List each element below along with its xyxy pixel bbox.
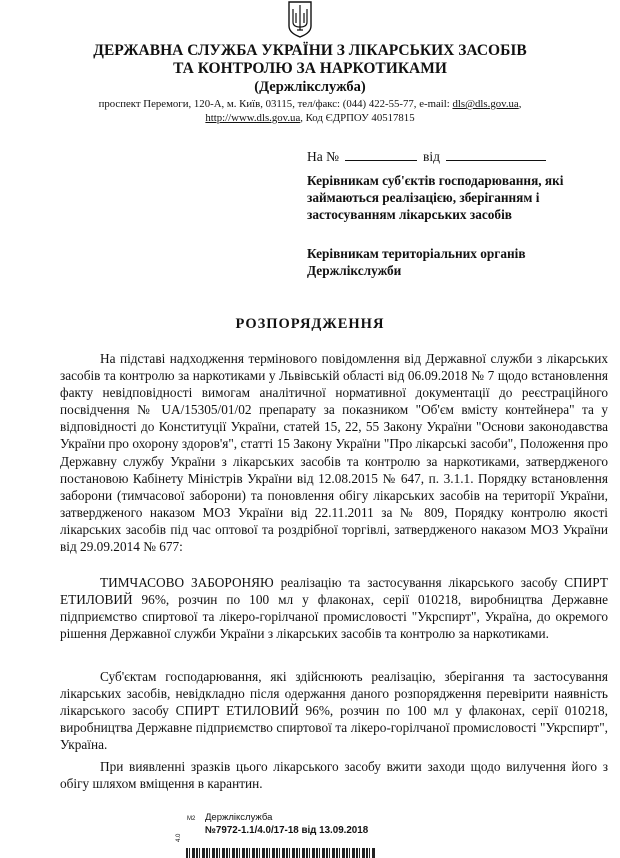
contact-address: проспект Перемоги, 120-А, м. Київ, 03115, тел/факс: (044) 422-55-77, e-mail: <box>98 98 453 110</box>
side-code: 4.0 <box>176 833 182 842</box>
body-paragraph-quarantine: При виявленні зразків цього лікарського засобу вжити заходи щодо вилучення його з обігу шляхом вміщення в карантин. <box>60 759 608 792</box>
email-link[interactable]: dls@dls.gov.ua <box>452 98 519 110</box>
addressee-territorial-bodies: Керівникам територіальних органів Держлікслужби <box>307 246 526 278</box>
body-paragraph-basis: На підставі надходження термінового повідомлення від Державної служби з лікарських засобів та контролю за наркотиками у Львівській області від 06.09.2018 № 7 щодо встановлення факту невідповідності вимогам аналітичної нормативної документації до реєстраційного посвідчення № UA/15305/01/02 препарату за показником "Об'єм вмісту контейнера" та у відповідності до Конституції України, статей 15, 22, 55 Закону України "Основи законодавства України про охорону здоров'я", статті 15 Закону України "Про лікарські засоби", Положення про Державну службу України з лікарських засобів та контролю за наркотиками, затвердженого постановою Кабінету Міністрів України від 12.08.2015 № 647, п. 3.1.1. Порядку встановлення заборони (тимчасової заборони) та поновлення обігу лікарських засобів на території України, затвердженого наказом МОЗ України від 22.11.2011 за № 809, Порядку контролю якості лікарських засобів під час оптової та роздрібної торгівлі, затвердженого наказом МОЗ України від 29.09.2014 № 677: <box>60 351 608 555</box>
addressee-businesses: Керівникам суб'єктів господарювання, які займаються реалізацією, зберіганням і застосуванням лікарських засобів <box>307 173 564 222</box>
trident-emblem-icon <box>287 0 313 38</box>
org-name-line2: ТА КОНТРОЛЮ ЗА НАРКОТИКАМИ <box>173 60 447 77</box>
org-name-line1: ДЕРЖАВНА СЛУЖБА УКРАЇНИ З ЛІКАРСЬКИХ ЗАСОБІВ <box>93 42 527 59</box>
website-link[interactable]: http://www.dls.gov.ua <box>205 112 301 124</box>
number-blank <box>345 148 417 161</box>
registration-footer <box>187 812 369 836</box>
body-paragraph-check: Суб'єктам господарювання, які здійснюють реалізацію, зберігання та застосування лікарських засобів, невідкладно після одержання даного розпорядження перевірити наявність лікарського засобу СПИРТ ЕТИЛОВИЙ 96%, розчин по 100 мл у флаконах, серії 010218, виробництва Державне підприємство спиртової та лікеро-горілчаної промисловості "Укрспирт", Україна. <box>60 669 608 753</box>
org-short-name: (Держлікслужба) <box>254 79 366 95</box>
document-title: РОЗПОРЯДЖЕННЯ <box>235 316 385 332</box>
date-blank <box>446 148 546 161</box>
registration-line <box>307 148 546 165</box>
contact-info: проспект Перемоги, 120-А, м. Київ, 03115, тел/факс: (044) 422-55-77, e-mail: dls@dls.gov.ua, http://www.dls.gov.ua, Код ЄДРПОУ 40517815 <box>98 98 522 124</box>
footer-reg-number: №7972-1.1/4.0/17-18 від 13.09.2018 <box>205 825 369 836</box>
footer-org: Держлікслужба <box>205 812 273 823</box>
barcode <box>186 848 376 858</box>
number-label: На № <box>307 149 339 164</box>
organization-header <box>60 42 560 96</box>
date-label: від <box>423 149 440 164</box>
footer-mark: М2 <box>187 816 196 822</box>
body-paragraph-ban: ТИМЧАСОВО ЗАБОРОНЯЮ реалізацію та застосування лікарського засобу СПИРТ ЕТИЛОВИЙ 96%, розчин по 100 мл у флаконах, серії 010218, виробництва Державне підприємство спиртової та лікеро-горілчаної промисловості "Укрспирт", Україна, до окремого рішення Державної служби України з лікарських засобів та контролю за наркотиками. <box>60 575 608 642</box>
edrpou-code: , Код ЄДРПОУ 40517815 <box>300 112 415 124</box>
